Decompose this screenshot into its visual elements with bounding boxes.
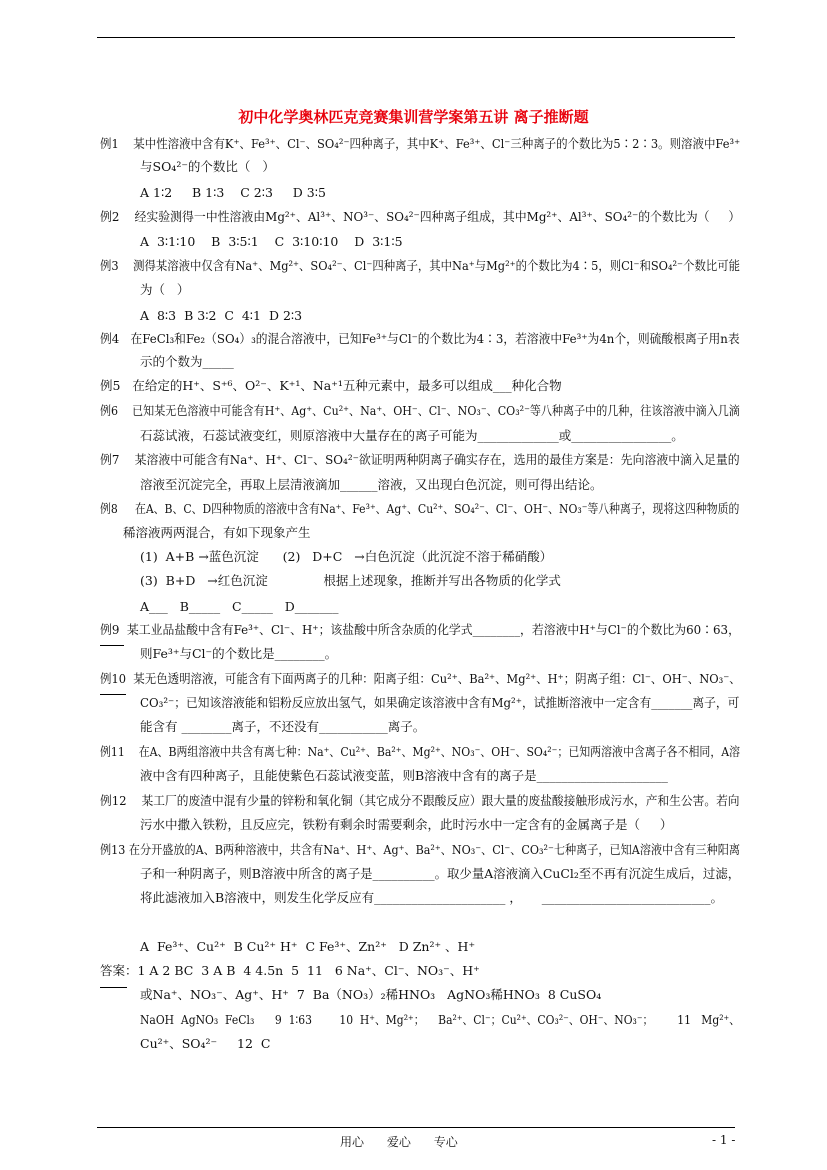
text-line: A Fe³⁺、Cu²⁺ B Cu²⁺ H⁺ C Fe³⁺、Zn²⁺ D Zn²⁺ 、H⁺ [140,939,476,954]
text-line: Cu²⁺、SO₄²⁻ 12 C [140,1036,271,1051]
text-line: CO₃²⁻；已知该溶液能和铝粉反应放出氢气，如果确定该溶液中含有Mg²⁺，试推断溶液中一定含有_______离子，可 [140,695,740,710]
q10-underline [100,694,126,695]
text-line: 例2 经实验测得一中性溶液由Mg²⁺、Al³⁺、NO³⁻、SO₄²⁻四种离子组成，其中Mg²⁺、Al³⁺、SO₄²⁻的个数比为（ ） [100,209,741,224]
text-line: 例1 某中性溶液中含有K⁺、Fe³⁺、Cl⁻、SO₄²⁻四种离子，其中K⁺、Fe³⁺、Cl⁻三种离子的个数比为5∶2∶3。则溶液中Fe³⁺ [100,136,741,151]
text-line: 子和一种阴离子，则B溶液中所含的离子是__________。取少量A溶液滴入CuCl₂至不再有沉淀生成后，过滤， [140,866,741,881]
text-line: 答案：1 A 2 BC 3 A B 4 4.5n 5 11 6 Na⁺、Cl⁻、NO₃⁻、H⁺ [100,963,480,978]
text-line: 能含有 ________离子，不还没有___________离子。 [140,719,426,734]
text-line: 示的个数为_____ [140,354,234,369]
text-line: 例13 在分开盛放的A、B两种溶液中，共含有Na⁺、H⁺、Ag⁺、Ba²⁺、NO₃⁻、Cl⁻、CO₃²⁻七种离子，已知A溶液中含有三种阳离 [100,842,741,857]
footer-motto: 用心 爱心 专心 [340,1135,458,1149]
text-line: A 8∶3 B 3∶2 C 4∶1 D 2∶3 [140,308,303,323]
text-line: 例6 已知某无色溶液中可能含有H⁺、Ag⁺、Cu²⁺、Na⁺、OH⁻、Cl⁻、NO₃⁻、CO₃²⁻等八种离子中的几种，往该溶液中滴入几滴 [100,403,740,418]
text-line: 与SO₄²⁻的个数比（ ） [140,159,275,174]
text-line: 溶液至沉淀完全，再取上层清液滴加______溶液，又出现白色沉淀，则可得出结论。 [140,477,603,492]
text-line: 污水中撒入铁粉，且反应完，铁粉有剩余时需要剩余，此时污水中一定含有的金属离子是（ ） [140,817,673,832]
footer-rule [97,1127,735,1128]
text-line: 将此滤液加入B溶液中，则发生化学反应有_____________________ ， ___________________________。 [140,890,724,905]
text-line: 例10 某无色透明溶液，可能含有下面两离子的几种：阳离子组：Cu²⁺、Ba²⁺、Mg²⁺、H⁺；阴离子组：Cl⁻、OH⁻、NO₃⁻、 [100,671,741,686]
text-line: 或Na⁺、NO₃⁻、Ag⁺、H⁺ 7 Ba（NO₃）₂稀HNO₃ AgNO₃稀HNO₃ 8 CuSO₄ [140,987,602,1002]
text-line: 例5 在给定的H⁺、S⁺⁶、O²⁻、K⁺¹、Na⁺¹五种元素中，最多可以组成___种化合物 [100,378,562,393]
text-line: 例12 某工厂的废渣中混有少量的锌粉和氧化铜（其它成分不跟酸反应）跟大量的废盐酸接触形成污水，产和生公害。若向 [100,793,740,808]
text-line: (1) A+B →蓝色沉淀 (2) D+C →白色沉淀（此沉淀不溶于稀硝酸） [140,549,553,564]
document-title: 初中化学奥林匹克竞赛集训营学案第五讲 离子推断题 [238,108,589,126]
text-line: 例7 某溶液中可能含有Na⁺、H⁺、Cl⁻、SO₄²⁻欲证明两种阴离子确实存在，选用的最佳方案是：先向溶液中滴入足量的 [100,452,740,467]
page-number: - 1 - [712,1133,736,1147]
text-line: NaOH AgNO₃ FeCl₃ 9 1∶63 10 H⁺、Mg²⁺； Ba²⁺、Cl⁻；Cu²⁺、CO₃²⁻、OH⁻、NO₃⁻； 11 Mg²⁺、 [140,1012,741,1027]
text-line: 例11 在A、B两组溶液中共含有离七种：Na⁺、Cu²⁺、Ba²⁺、Mg²⁺、NO₃⁻、OH⁻、SO₄²⁻；已知两溶液中含离子各不相同，A溶 [100,744,741,759]
text-line: 液中含有四种离子，且能使紫色石蕊试液变蓝，则B溶液中含有的离子是_____________________ [140,768,668,783]
text-line: 例3 测得某溶液中仅含有Na⁺、Mg²⁺、SO₄²⁻、Cl⁻四种离子，其中Na⁺与Mg²⁺的个数比为4∶5，则Cl⁻和SO₄²⁻个数比可能 [100,258,740,273]
text-line: 石蕊试液，石蕊试液变红，则原溶液中大量存在的离子可能为_____________或________________。 [140,428,684,443]
text-line: A 1∶2 B 1∶3 C 2∶3 D 3∶5 [140,185,326,200]
text-line: (3) B+D →红色沉淀 根据上述现象，推断并写出各物质的化学式 [140,573,561,588]
text-line: 例8 在A、B、C、D四种物质的溶液中含有Na⁺、Fe³⁺、Ag⁺、Cu²⁺、SO₄²⁻、Cl⁻、OH⁻、NO₃⁻等八种离子，现将这四种物质的 [100,501,740,516]
q9-underline [100,645,124,646]
text-line: A___ B_____ C_____ D_______ [140,599,339,614]
text-line: A 3∶1∶10 B 3∶5∶1 C 3∶10∶10 D 3∶1∶5 [140,234,403,249]
text-line: 例4 在FeCl₃和Fe₂（SO₄）₃的混合溶液中，已知Fe³⁺与Cl⁻的个数比为4∶3，若溶液中Fe³⁺为4n个，则硫酸根离子用n表 [100,331,740,346]
text-line: 则Fe³⁺与Cl⁻的个数比是________。 [140,646,338,661]
text-line: 例9 某工业品盐酸中含有Fe³⁺、Cl⁻、H⁺；该盐酸中所含杂质的化学式________，若溶液中H⁺与Cl⁻的个数比为60∶63， [100,622,740,637]
text-line: 为（ ） [140,282,190,297]
text-line: 稀溶液两两混合，有如下现象产生 [123,525,311,540]
header-rule [97,37,735,38]
answer-underline [100,987,127,988]
